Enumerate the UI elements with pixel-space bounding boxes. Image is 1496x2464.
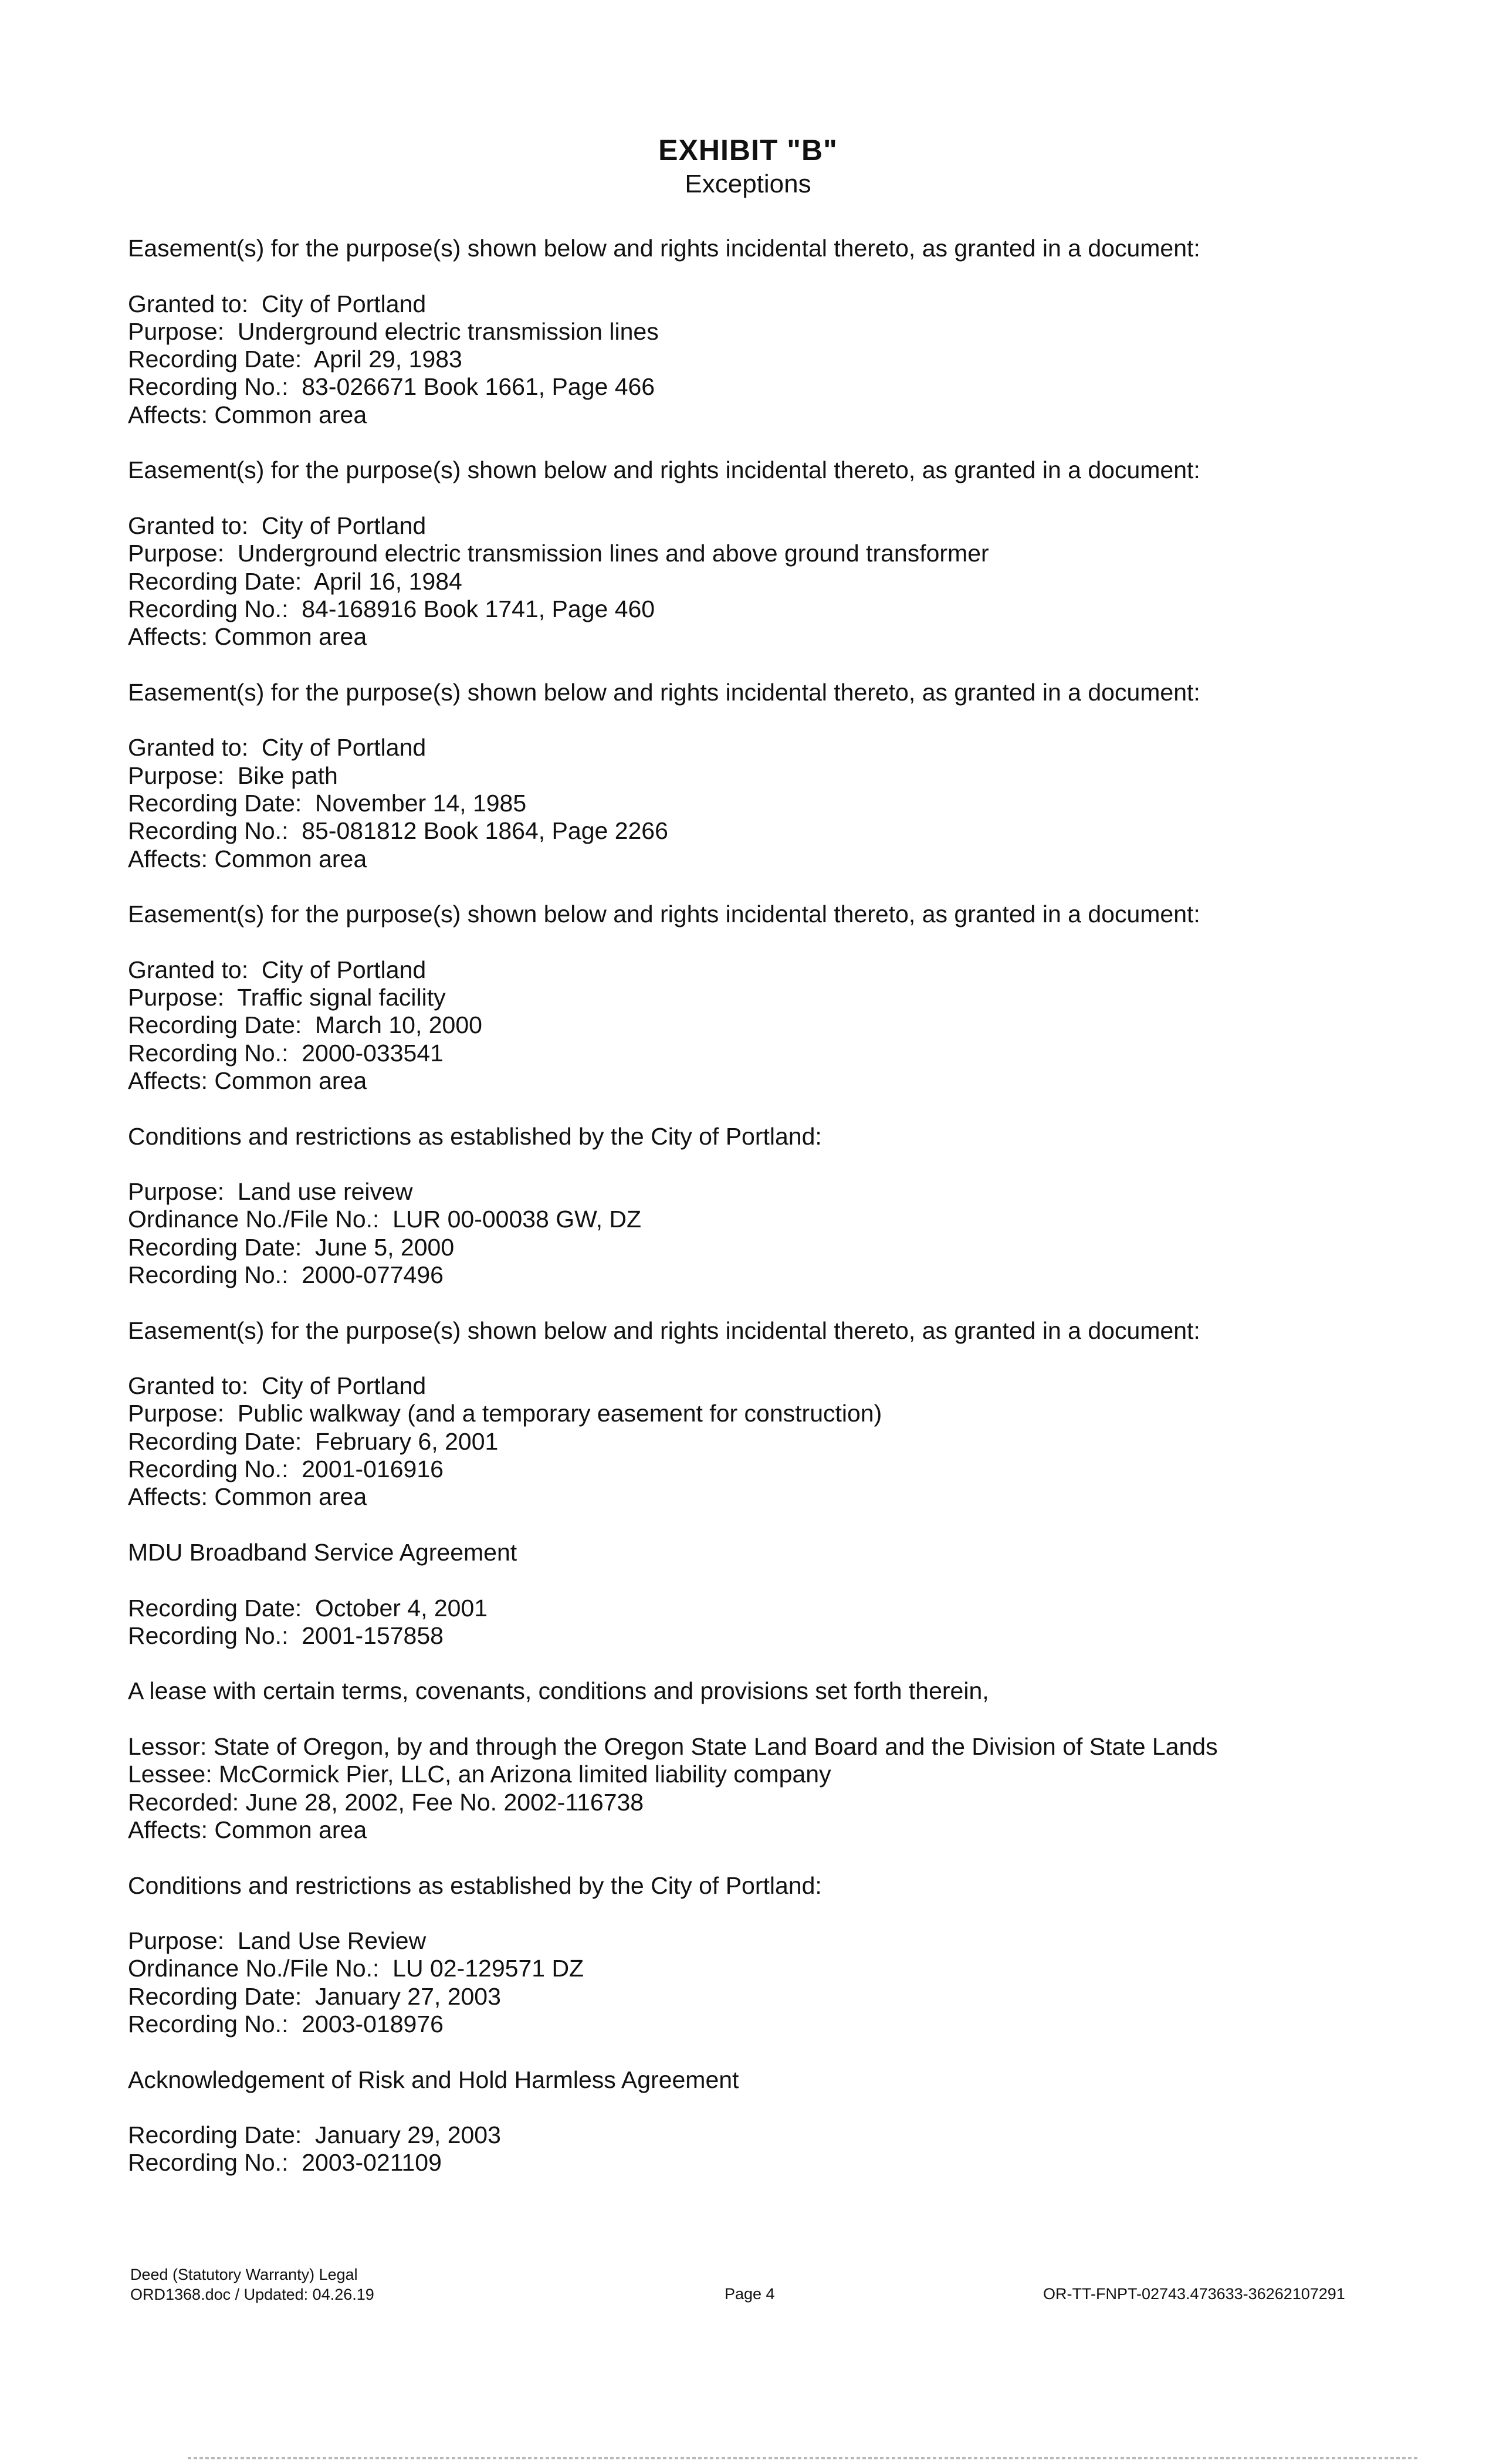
spacer	[128, 429, 1419, 456]
footer-form-info	[130, 2265, 374, 2304]
spacer	[128, 1289, 1419, 1316]
spacer	[128, 1345, 1419, 1372]
exception-detail-line: Purpose: Bike path	[128, 761, 338, 789]
exception-detail-line: Affects: Common area	[128, 1816, 367, 1843]
exception-detail-line: Recording No.: 83-026671 Book 1661, Page 466	[128, 373, 655, 401]
exception-detail-line: Lessee: McCormick Pier, LLC, an Arizona limited liability company	[128, 1761, 831, 1788]
exhibit-subtitle: Exceptions	[685, 170, 811, 198]
exception-detail-line: Ordinance No./File No.: LU 02-129571 DZ	[128, 1955, 584, 1982]
spacer	[128, 1844, 1419, 1871]
exhibit-title: EXHIBIT "B"	[658, 134, 838, 167]
spacer	[128, 1566, 1419, 1594]
footer-file-id: OR-TT-FNPT-02743.473633-36262107291	[1043, 2285, 1345, 2303]
exception-detail-line: Purpose: Public walkway (and a temporary easement for construction)	[128, 1400, 882, 1427]
footer-form-name: Deed (Statutory Warranty) Legal	[130, 2266, 358, 2283]
exception-detail-line: Recording Date: April 29, 1983	[128, 346, 462, 373]
exception-detail-line: Recording Date: October 4, 2001	[128, 1594, 488, 1622]
exception-detail-line: Recording Date: January 29, 2003	[128, 2121, 501, 2149]
exception-detail-line: Granted to: City of Portland	[128, 1372, 427, 1400]
exception-heading: Acknowledgement of Risk and Hold Harmless Agreement	[128, 2066, 739, 2093]
exception-heading: Easement(s) for the purpose(s) shown below and rights incidental thereto, as granted in a document:	[128, 1316, 1200, 1344]
exception-heading: Conditions and restrictions as established by the City of Portland:	[128, 1122, 822, 1150]
exception-detail-line: Granted to: City of Portland	[128, 956, 427, 983]
exception-detail-line: Recording Date: February 6, 2001	[128, 1427, 499, 1455]
exception-detail-line: Granted to: City of Portland	[128, 734, 427, 761]
exception-detail-line: Affects: Common area	[128, 1483, 367, 1511]
spacer	[128, 1095, 1419, 1122]
spacer	[128, 651, 1419, 678]
exception-detail-line: Affects: Common area	[128, 623, 367, 651]
exception-detail-line: Affects: Common area	[128, 401, 367, 428]
exception-detail-line: Purpose: Traffic signal facility	[128, 984, 446, 1011]
exception-detail-line: Recording No.: 2001-016916	[128, 1456, 444, 1483]
exception-detail-line: Ordinance No./File No.: LUR 00-00038 GW, DZ	[128, 1206, 642, 1233]
exception-item	[128, 1123, 1419, 1317]
exception-detail-line: Lessor: State of Oregon, by and through the Oregon State Land Board and the Division of State Lands	[128, 1733, 1218, 1761]
exception-detail-line: Recording No.: 2001-157858	[128, 1622, 444, 1649]
spacer	[128, 262, 1419, 290]
spacer	[128, 873, 1419, 901]
footer-doc-ref: ORD1368.doc / Updated: 04.26.19	[130, 2286, 374, 2303]
exception-heading: A lease with certain terms, covenants, conditions and provisions set forth therein,	[128, 1677, 989, 1705]
exception-item	[128, 1317, 1419, 1539]
exception-item	[128, 456, 1419, 678]
exception-item	[128, 679, 1419, 901]
exception-heading: Easement(s) for the purpose(s) shown below and rights incidental thereto, as granted in a document:	[128, 678, 1200, 706]
exception-detail-line: Recording Date: January 27, 2003	[128, 1982, 501, 2010]
scan-artifact	[188, 2457, 1420, 2459]
exception-heading: Easement(s) for the purpose(s) shown below and rights incidental thereto, as granted in a document:	[128, 235, 1200, 262]
exception-detail-line: Recording No.: 84-168916 Book 1741, Page 460	[128, 595, 655, 622]
exception-heading: Easement(s) for the purpose(s) shown below and rights incidental thereto, as granted in a document:	[128, 456, 1200, 484]
exception-detail-line: Recording Date: November 14, 1985	[128, 789, 527, 817]
exception-item	[128, 901, 1419, 1122]
exception-item	[128, 235, 1419, 456]
exception-detail-line: Purpose: Land Use Review	[128, 1927, 427, 1955]
exception-detail-line: Recording No.: 85-081812 Book 1864, Page 2266	[128, 817, 668, 845]
spacer	[128, 485, 1419, 512]
exception-heading: Conditions and restrictions as established by the City of Portland:	[128, 1871, 822, 1899]
spacer	[128, 1150, 1419, 1178]
exception-detail-line: Recording No.: 2000-077496	[128, 1261, 444, 1288]
page-number: Page 4	[725, 2285, 775, 2303]
spacer	[128, 928, 1419, 956]
exception-detail-line: Granted to: City of Portland	[128, 290, 427, 317]
spacer	[128, 1900, 1419, 1927]
exception-detail-line: Purpose: Underground electric transmission lines	[128, 317, 659, 345]
exception-detail-line: Affects: Common area	[128, 845, 367, 872]
document-header	[0, 133, 1496, 201]
exception-detail-line: Recording No.: 2003-021109	[128, 2149, 442, 2177]
exception-detail-line: Purpose: Land use reivew	[128, 1178, 413, 1206]
exception-item	[128, 1677, 1419, 1871]
exception-item	[128, 1539, 1419, 1677]
exception-detail-line: Recording No.: 2003-018976	[128, 2011, 444, 2037]
spacer	[128, 2094, 1419, 2121]
spacer	[128, 2038, 1419, 2066]
exception-detail-line: Affects: Common area	[128, 1067, 367, 1094]
exception-detail-line: Purpose: Underground electric transmission lines and above ground transformer	[128, 540, 989, 567]
exception-detail-line: Recording No.: 2000-033541	[128, 1039, 444, 1067]
exceptions-list	[128, 235, 1419, 2177]
exception-detail-line: Granted to: City of Portland	[128, 512, 427, 539]
exception-detail-line: Recording Date: April 16, 1984	[128, 567, 462, 595]
spacer	[128, 1650, 1419, 1677]
exception-detail-line: Recorded: June 28, 2002, Fee No. 2002-116738	[128, 1788, 644, 1816]
exception-heading: MDU Broadband Service Agreement	[128, 1538, 517, 1566]
exception-detail-line: Recording Date: March 10, 2000	[128, 1011, 482, 1039]
exception-detail-line: Recording Date: June 5, 2000	[128, 1233, 455, 1261]
spacer	[128, 1705, 1419, 1733]
exception-heading: Easement(s) for the purpose(s) shown below and rights incidental thereto, as granted in a document:	[128, 901, 1200, 928]
spacer	[128, 1511, 1419, 1539]
exception-item	[128, 2066, 1419, 2177]
exception-item	[128, 1872, 1419, 2066]
spacer	[128, 706, 1419, 734]
